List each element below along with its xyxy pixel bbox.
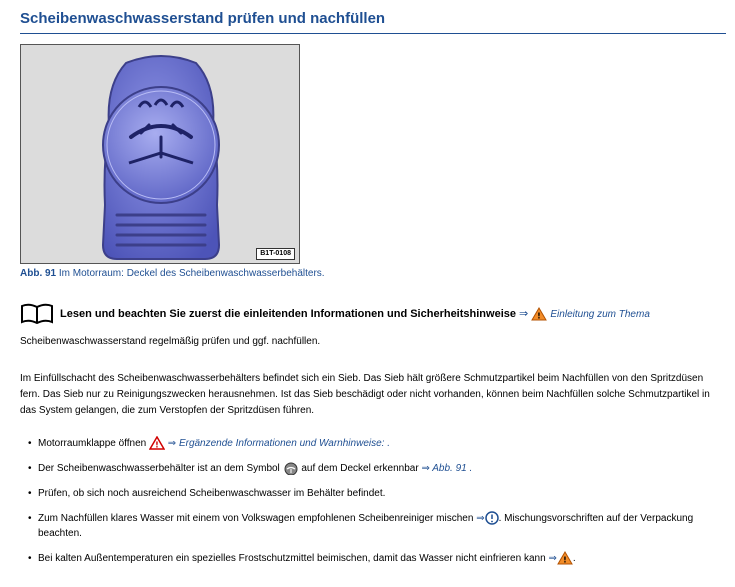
warning-red-icon <box>149 436 165 450</box>
info-icon[interactable] <box>485 511 499 525</box>
notice-text: Lesen und beachten Sie zuerst die einleitenden Informationen und Sicherheitshinweise <box>60 308 516 320</box>
list-item <box>28 486 728 501</box>
figure-caption <box>20 268 325 279</box>
list-item-link[interactable]: ⇒ Ergänzende Informationen und Warnhinweise: . <box>167 438 390 449</box>
figure-code: B1T-0108 <box>256 248 295 260</box>
figure-washer-cap <box>20 44 300 264</box>
book-icon <box>20 302 54 324</box>
notice-box <box>20 302 726 324</box>
list-item-link[interactable]: ⇒ Abb. 91 . <box>421 463 473 474</box>
list-item-text: . <box>572 553 576 564</box>
list-item-arrow: ⇒ <box>476 513 485 524</box>
page-title: Scheibenwaschwasserstand prüfen und nachfüllen <box>20 10 726 34</box>
list-item <box>28 511 728 541</box>
list-item-text: Bei kalten Außentemperaturen ein spezielles Frostschutzmittel beimischen, damit das Wasser nicht einfrieren kann <box>38 553 546 564</box>
warning-icon[interactable] <box>557 551 573 565</box>
warning-icon <box>531 307 547 321</box>
paragraph-filter: Im Einfüllschacht des Scheibenwaschwasserbehälters befindet sich ein Sieb. Das Sieb hält größere Schmutzpartikel beim Nachfüllen von den Spritzdüsen fern. Das Sieb nur zu Reinigungszwecken herausnehmen. Ist das Sieb beschädigt oder nicht vorhanden, können beim Nachfüllen solche Schmutzpartikel in das System gelangen, die zum Verstopfen der Spritzdüsen führen. <box>20 373 710 416</box>
washer-symbol-icon <box>283 461 299 475</box>
notice-arrow: ⇒ <box>519 308 529 320</box>
list-item-text: auf dem Deckel erkennbar <box>301 463 419 474</box>
paragraph-intro: Scheibenwaschwasserstand regelmäßig prüfen und ggf. nachfüllen. <box>20 336 321 347</box>
svg-text:!: ! <box>155 440 159 450</box>
list-item-text: Der Scheibenwaschwasserbehälter ist an dem Symbol <box>38 463 280 474</box>
list-item <box>28 551 728 566</box>
washer-cap-illustration <box>21 45 299 263</box>
svg-text:!: ! <box>563 555 567 565</box>
list-item-text: Motorraumklappe öffnen <box>38 438 147 449</box>
list-item-text: Zum Nachfüllen klares Wasser mit einem von Volkswagen empfohlenen Scheibenreiniger mischen <box>38 513 474 524</box>
list-item-text: . Mischungsvorschriften auf der Verpackung beachten. <box>38 513 694 539</box>
list-item-text: Prüfen, ob sich noch ausreichend Scheibenwaschwasser im Behälter befindet. <box>38 488 386 499</box>
notice-link[interactable]: Einleitung zum Thema <box>550 309 650 320</box>
instruction-list <box>28 436 728 566</box>
figure-caption-text: Im Motorraum: Deckel des Scheibenwaschwasserbehälters. <box>56 268 325 279</box>
list-item <box>28 436 728 451</box>
list-item-arrow: ⇒ <box>548 553 557 564</box>
figure-caption-label: Abb. 91 <box>20 268 57 279</box>
svg-text:!: ! <box>537 311 542 321</box>
list-item <box>28 461 728 476</box>
